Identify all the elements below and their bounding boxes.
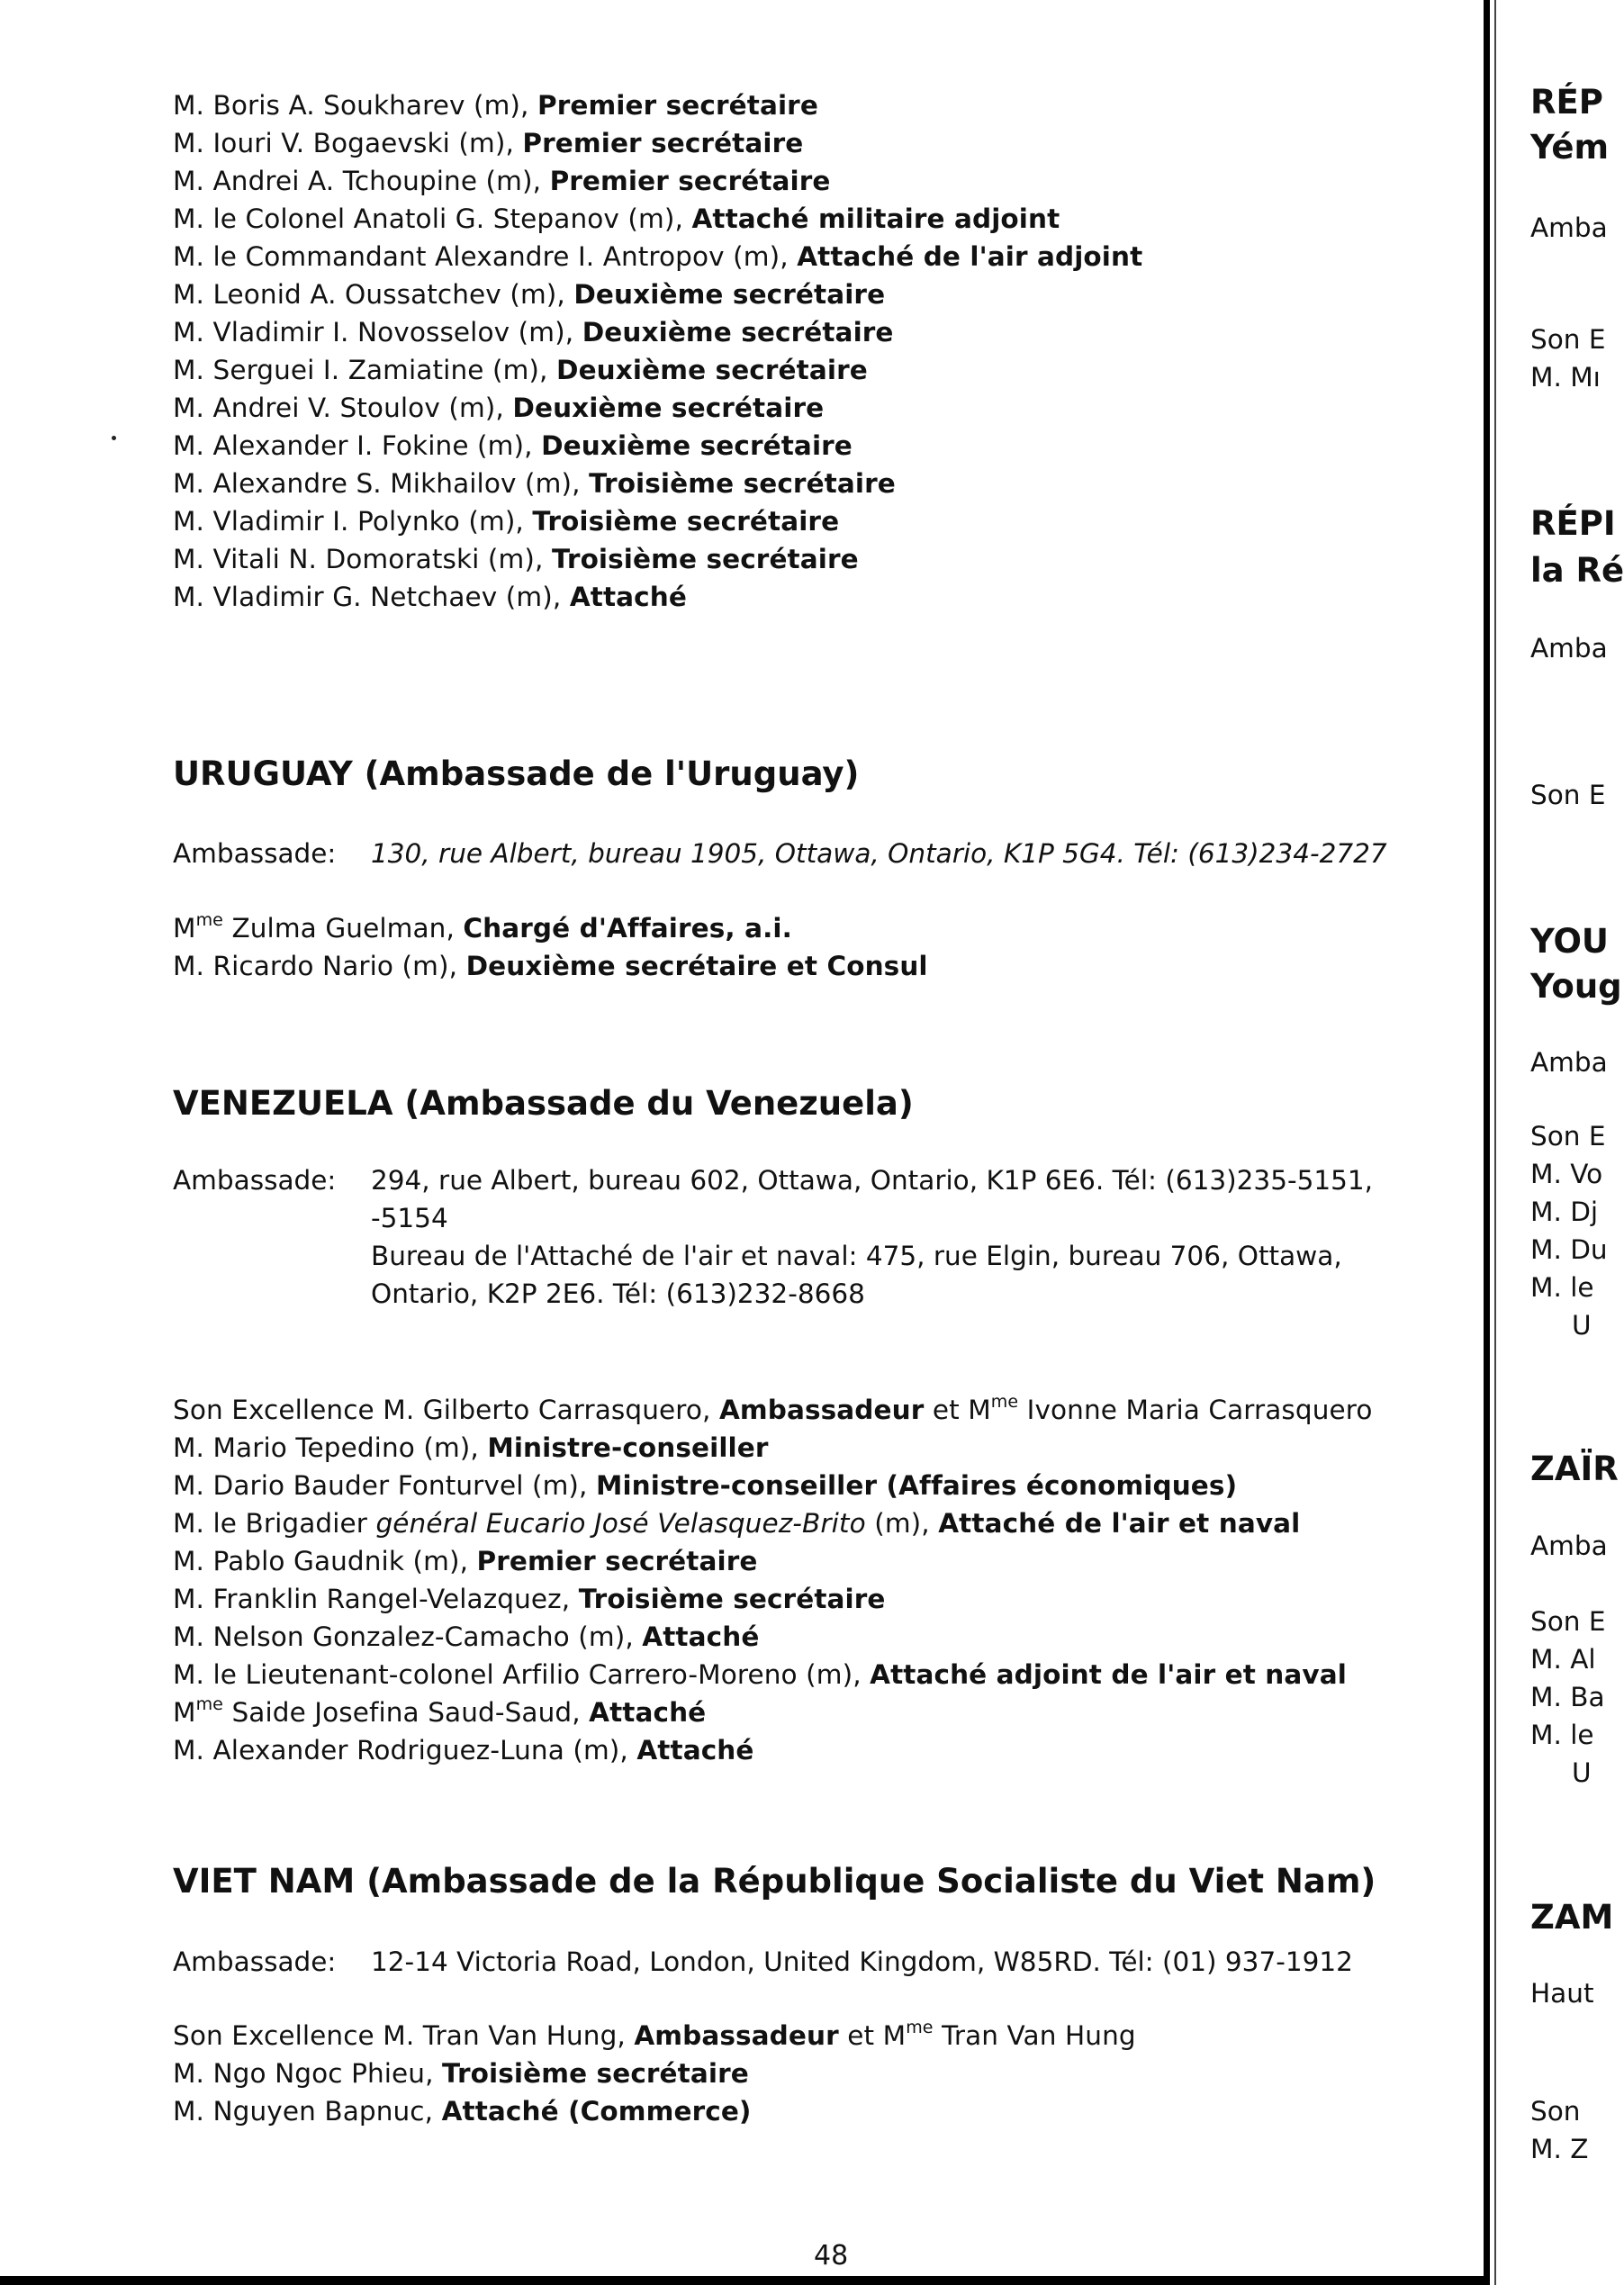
page-gutter-rule (1484, 0, 1490, 2285)
staff-entry: M. Alexandre S. Mikhailov (m), Troisième secrétaire (173, 468, 896, 499)
adjacent-text: Son E (1530, 1121, 1606, 1152)
address-text: 12-14 Victoria Road, London, United Kingdom, W85RD. Tél: (01) 937-1912 (371, 1946, 1353, 1977)
section-heading-uruguay: URUGUAY (Ambassade de l'Uruguay) (173, 754, 860, 793)
adjacent-text: Son E (1530, 1606, 1606, 1637)
staff-entry: M. Ngo Ngoc Phieu, Troisième secrétaire (173, 2058, 749, 2089)
bottom-scan-edge (0, 2276, 1490, 2285)
staff-entry: M. Franklin Rangel-Velazquez, Troisième secrétaire (173, 1584, 886, 1614)
adjacent-page-clipped (1530, 0, 1624, 2285)
staff-entry: $M^{me}$ Saide Josefina Saud-Saud, Attaché (173, 1694, 707, 1728)
staff-entry: M. Pablo Gaudnik (m), Premier secrétaire (173, 1546, 758, 1576)
adjacent-text: M. Dj (1530, 1197, 1599, 1227)
staff-list-vietnam (173, 2017, 1136, 2130)
staff-entry: M. le Commandant Alexandre I. Antropov (m), Attaché de l'air adjoint (173, 241, 1143, 272)
embassy-address-vietnam (173, 1943, 1353, 1981)
adjacent-text: ZAÏR (1530, 1450, 1619, 1488)
address-label: Ambassade: (173, 1946, 337, 1977)
section-heading-venezuela: VENEZUELA (Ambassade du Venezuela) (173, 1084, 914, 1123)
staff-entry: M. le Lieutenant-colonel Arfilio Carrero-Moreno (m), Attaché adjoint de l'air et naval (173, 1659, 1347, 1690)
section-heading-vietnam: VIET NAM (Ambassade de la République Socialiste du Viet Nam) (173, 1862, 1376, 1901)
staff-entry: M. Leonid A. Oussatchev (m), Deuxième secrétaire (173, 279, 886, 310)
staff-entry: M. Andrei A. Tchoupine (m), Premier secrétaire (173, 166, 831, 196)
staff-entry: M. Mario Tepedino (m), Ministre-conseiller (173, 1432, 769, 1463)
adjacent-text: Haut (1530, 1978, 1594, 2009)
adjacent-text: Son (1530, 2096, 1581, 2127)
staff-entry: M. Nelson Gonzalez-Camacho (m), Attaché (173, 1621, 760, 1652)
staff-entry: M. Andrei V. Stoulov (m), Deuxième secrétaire (173, 393, 825, 423)
staff-list-russia (173, 86, 1142, 616)
staff-entry: $M^{me}$ Zulma Guelman, Chargé d'Affaires, a.i. (173, 910, 792, 944)
adjacent-text: Amba (1530, 1047, 1608, 1078)
adjacent-text: Yém (1530, 128, 1610, 167)
adjacent-text: M. Z (1530, 2134, 1589, 2164)
adjacent-text: M. Mı (1530, 362, 1601, 393)
staff-entry: M. Ricardo Nario (m), Deuxième secrétaire et Consul (173, 951, 928, 981)
page-number: 48 (814, 2240, 849, 2271)
adjacent-text: Son E (1530, 324, 1606, 355)
staff-entry: M. Iouri V. Bogaevski (m), Premier secrétaire (173, 128, 804, 158)
adjacent-text: la Ré (1530, 551, 1624, 590)
adjacent-text: RÉPI (1530, 504, 1616, 543)
embassy-address-uruguay (173, 835, 1387, 872)
adjacent-text: Amba (1530, 212, 1608, 243)
staff-entry: M. Alexander Rodriguez-Luna (m), Attaché (173, 1735, 754, 1766)
staff-entry: M. Vitali N. Domoratski (m), Troisième secrétaire (173, 544, 859, 574)
page-gutter-rule-thin (1494, 0, 1496, 2285)
staff-entry: M. le Colonel Anatoli G. Stepanov (m), Attaché militaire adjoint (173, 203, 1060, 234)
adjacent-text: M. Ba (1530, 1682, 1605, 1712)
staff-entry: M. Vladimir I. Novosselov (m), Deuxième secrétaire (173, 317, 894, 348)
staff-list-venezuela (173, 1391, 1372, 1769)
adjacent-text: U (1572, 1757, 1592, 1788)
staff-entry: M. Boris A. Soukharev (m), Premier secrétaire (173, 90, 818, 121)
staff-entry: Son Excellence M. Gilberto Carrasquero, Ambassadeur et $M^{me}$ Ivonne Maria Carrasquero (173, 1392, 1373, 1425)
staff-entry: M. Vladimir I. Polynko (m), Troisième secrétaire (173, 506, 840, 537)
adjacent-text: Son E (1530, 780, 1606, 810)
adjacent-text: M. le (1530, 1720, 1594, 1750)
staff-entry: M. Alexander I. Fokine (m), Deuxième secrétaire (173, 430, 853, 461)
adjacent-text: ZAM (1530, 1898, 1614, 1937)
adjacent-text: M. le (1530, 1272, 1594, 1303)
adjacent-text: M. Al (1530, 1644, 1596, 1675)
staff-entry: M. Nguyen Bapnuc, Attaché (Commerce) (173, 2096, 752, 2127)
adjacent-text: Amba (1530, 1531, 1608, 1561)
adjacent-text: RÉP (1530, 83, 1603, 122)
address-label: Ambassade: (173, 838, 337, 869)
adjacent-text: Youg (1530, 967, 1622, 1006)
embassy-address-venezuela: Ambassade: 294, rue Albert, bureau 602, Ottawa, Ontario, K1P 6E6. Tél: (613)235-5151, -5154 Bureau de l'Attaché de l'air et naval: 475, rue Elgin, bureau 706, Ottawa, Ontario, K2P 2E6. Tél: (613)232-8668 (173, 1165, 1374, 1309)
staff-entry: M. Serguei I. Zamiatine (m), Deuxième secrétaire (173, 355, 868, 385)
staff-entry: M. Dario Bauder Fonturvel (m), Ministre-conseiller (Affaires économiques) (173, 1470, 1238, 1501)
adjacent-text: U (1572, 1310, 1592, 1341)
adjacent-text: M. Du (1530, 1234, 1608, 1265)
staff-list-uruguay (173, 909, 928, 985)
adjacent-text: M. Vo (1530, 1159, 1603, 1189)
staff-entry: Son Excellence M. Tran Van Hung, Ambassadeur et $M^{me}$ Tran Van Hung (173, 2018, 1136, 2051)
adjacent-text: YOU (1530, 922, 1609, 961)
address-text: 130, rue Albert, bureau 1905, Ottawa, Ontario, K1P 5G4. Tél: (613)234-2727 (371, 838, 1387, 869)
scan-speck (112, 436, 116, 440)
staff-entry: M. le Brigadier général Eucario José Velasquez-Brito (m), Attaché de l'air et naval (173, 1508, 1301, 1539)
adjacent-text: Amba (1530, 633, 1608, 664)
staff-entry: M. Vladimir G. Netchaev (m), Attaché (173, 582, 687, 612)
